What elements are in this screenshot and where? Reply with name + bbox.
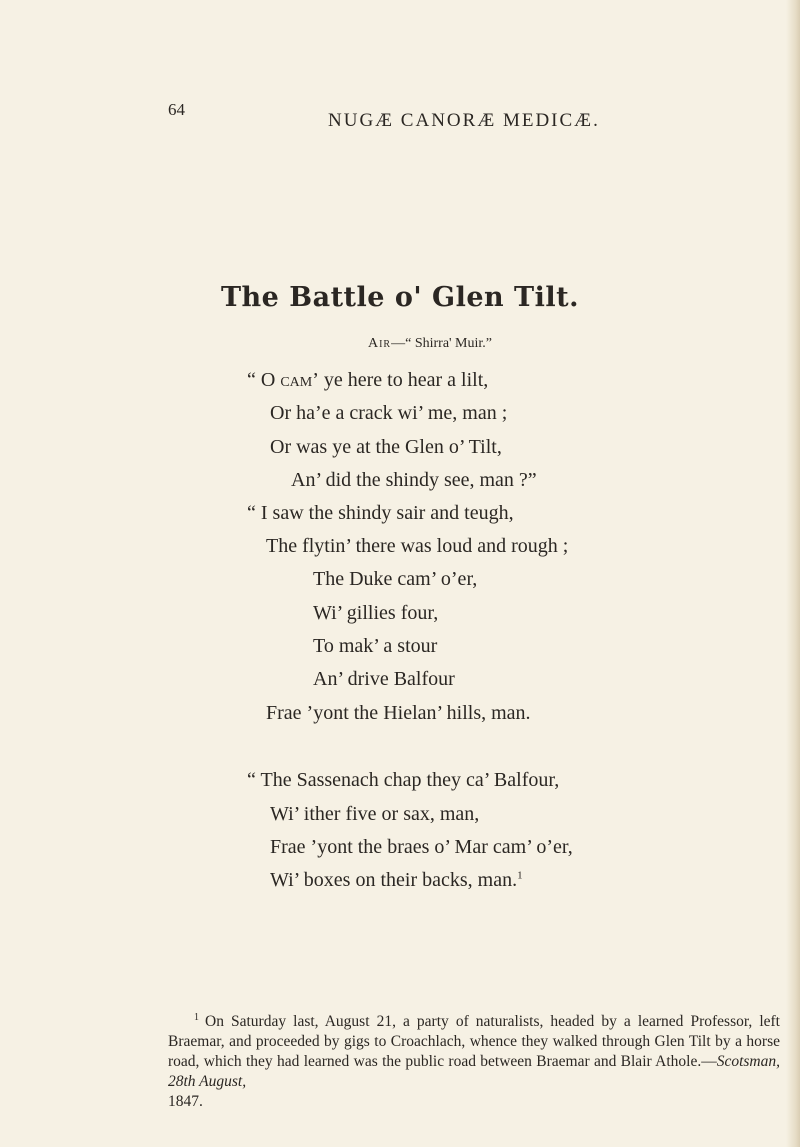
verse-line — [247, 368, 488, 392]
verse-line: An’ did the shindy see, man ?” — [291, 469, 537, 491]
verse-line: Frae ’yont the braes o’ Mar cam’ o’er, — [270, 836, 573, 858]
footnote-mark: 1 — [194, 1011, 199, 1023]
footnote — [168, 1012, 780, 1112]
verse-line: Or ha’e a crack wi’ me, man ; — [270, 402, 508, 424]
air-name: “ Shirra' Muir.” — [405, 336, 493, 351]
verse-line: To mak’ a stour — [313, 635, 438, 657]
verse-line: Frae ’yont the Hielan’ hills, man. — [266, 702, 531, 724]
poem-title: The Battle o' Glen Tilt. — [220, 282, 580, 313]
running-head: NUGÆ CANORÆ MEDICÆ. — [328, 110, 600, 131]
page-edge-shadow — [786, 0, 800, 1147]
verse-line — [270, 868, 523, 892]
verse-text: Wi’ boxes on their backs, man. — [270, 869, 518, 891]
verse-line: The flytin’ there was loud and rough ; — [266, 535, 569, 557]
air-label: Air — [367, 336, 392, 351]
verse-line: An’ drive Balfour — [313, 668, 455, 690]
verse-line: Wi’ gillies four, — [313, 602, 439, 624]
verse-line: “ The Sassenach chap they ca’ Balfour, — [247, 769, 560, 791]
footnote-text: On Saturday last, August 21, a party of naturalists, headed by a learned Professor, left Braemar, and proceeded by gigs to Croachlach, whence they walked through Glen Tilt by a horse road, which they had learned was the public road between Braemar and Blair Athole.— — [168, 1013, 780, 1070]
air-line — [0, 336, 800, 352]
verse-line: Wi’ ither five or sax, man, — [270, 803, 480, 825]
verse-rest: ye here to hear a lilt, — [318, 369, 489, 391]
verse-open: “ O — [247, 369, 276, 391]
verse-line: The Duke cam’ o’er, — [313, 568, 478, 590]
footnote-source: Scotsman, 28th August, — [168, 1053, 780, 1090]
footnote-year: 1847. — [168, 1093, 203, 1110]
air-dash: — — [391, 336, 406, 351]
verse-line: “ I saw the shindy sair and teugh, — [247, 502, 514, 524]
verse-smallcaps-word: cam’ — [280, 369, 319, 391]
page-number: 64 — [168, 100, 185, 119]
verse-line: Or was ye at the Glen o’ Tilt, — [270, 436, 502, 458]
footnote-reference: 1 — [517, 869, 523, 882]
